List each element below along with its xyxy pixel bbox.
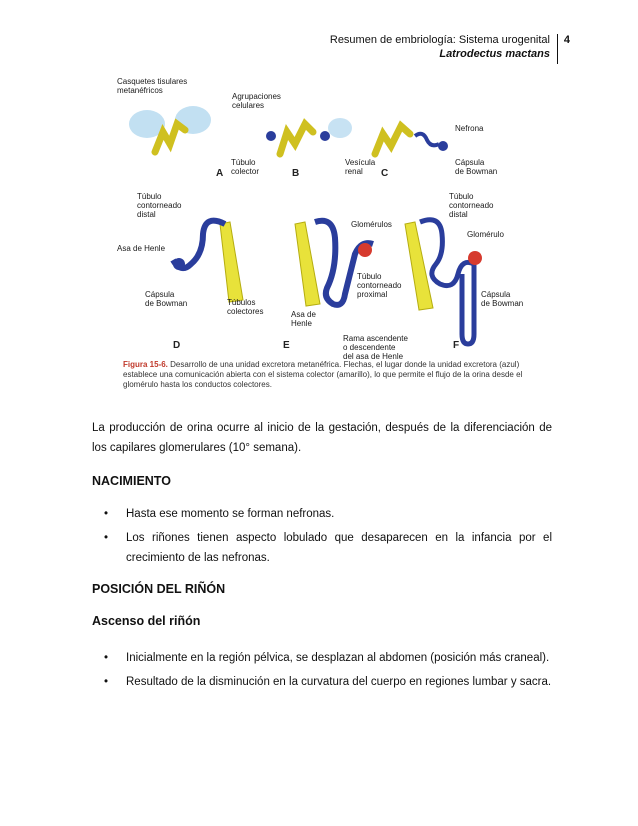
renal-vesicle-b2	[266, 131, 276, 141]
panel-letter-a: A	[216, 168, 224, 179]
label-loop-henle-e: Asa de Henle	[291, 310, 316, 328]
nephron-c	[415, 134, 439, 146]
figure-caption	[123, 360, 553, 390]
subheading-ascenso: Ascenso del riñón	[92, 614, 201, 628]
bullet-icon: •	[104, 652, 109, 664]
label-nephron: Nefrona	[455, 124, 484, 133]
nephron-f	[420, 220, 474, 344]
label-cell-clusters: Agrupaciones celulares	[232, 92, 281, 110]
page-number: 4	[563, 34, 570, 46]
nephron-figure	[115, 72, 555, 412]
heading-nacimiento: NACIMIENTO	[92, 474, 171, 488]
collecting-tubule-e	[295, 222, 320, 306]
heading-posicion-rinon: POSICIÓN DEL RIÑÓN	[92, 582, 226, 596]
collecting-tubule-b	[280, 124, 313, 154]
cap-tissue-b	[328, 118, 352, 138]
list-item	[92, 672, 552, 692]
label-bowman-capsule-f: Cápsula de Bowman	[481, 290, 524, 308]
bullet-icon: •	[104, 532, 109, 544]
panel-letter-d: D	[173, 340, 181, 351]
header-divider	[557, 34, 558, 64]
list-item-text: Los riñones tienen aspecto lobulado que desaparecen en la infancia por el crecimiento de las nefronas.	[126, 532, 552, 564]
panel-letter-c: C	[381, 168, 389, 179]
ascenso-list	[92, 648, 552, 696]
collecting-tubule-f	[405, 222, 433, 310]
panel-letter-b: B	[292, 168, 300, 179]
intro-paragraph: La producción de orina ocurre al inicio de la gestación, después de la diferenciación de los capilares glomerulares (10° semana).	[92, 422, 552, 454]
label-renal-vesicle: Vesícula renal	[345, 158, 376, 176]
label-distal-tubule-f: Túbulo contorneado distal	[449, 192, 494, 219]
label-proximal-tubule: Túbulo contorneado proximal	[357, 272, 402, 299]
list-item-text: Hasta ese momento se forman nefronas.	[126, 508, 335, 520]
panel-letter-e: E	[283, 340, 290, 351]
list-item-text: Resultado de la disminución en la curvatura del cuerpo en regiones lumbar y sacra.	[126, 676, 552, 688]
bowman-capsule-d	[173, 258, 185, 270]
label-glomeruli: Glomérulos	[351, 220, 392, 229]
list-item	[92, 504, 552, 524]
caption-text: Desarrollo de una unidad excretora metanéfrica. Flechas, el lugar donde la unidad excretora (azul) establece una comunicación abierta con el sistema colector (amarillo), lo que permite el flujo de la orina desde el glomérulo hasta los conductos colectores.	[123, 360, 523, 389]
nacimiento-list	[92, 504, 552, 572]
bowman-capsule-c	[438, 141, 448, 151]
panel-letter-f: F	[453, 340, 460, 351]
glomerulus-f	[468, 251, 482, 265]
caption-head: Figura 15-6.	[123, 360, 168, 369]
collecting-tubule-c	[375, 126, 410, 154]
list-item	[92, 528, 552, 568]
glomerulus-e	[358, 243, 372, 257]
page-header	[0, 34, 638, 74]
label-bowman-capsule-d: Cápsula de Bowman	[145, 290, 188, 308]
label-bowman-capsule-c: Cápsula de Bowman	[455, 158, 498, 176]
collecting-tubule-d	[220, 222, 243, 302]
label-loop-henle-d: Asa de Henle	[117, 244, 166, 253]
bullet-icon: •	[104, 676, 109, 688]
list-item	[92, 648, 552, 668]
label-ascending-descending-limb: Rama ascendente o descendente del asa de Henle	[343, 334, 408, 361]
label-collecting-tubule: Túbulo colector	[231, 158, 260, 176]
bullet-icon: •	[104, 508, 109, 520]
label-distal-tubule-d: Túbulo contorneado distal	[137, 192, 182, 219]
list-item-text: Inicialmente en la región pélvica, se desplazan al abdomen (posición más craneal).	[126, 652, 550, 664]
label-collecting-tubules: Túbulos colectores	[227, 298, 264, 316]
header-title: Resumen de embriología: Sistema urogenital	[329, 34, 550, 46]
label-metanephric-caps: Casquetes tisulares metanéfricos	[117, 77, 188, 95]
header-author: Latrodectus mactans	[439, 48, 550, 60]
renal-vesicle-b	[320, 131, 330, 141]
label-glomerulus-f: Glomérulo	[467, 230, 504, 239]
